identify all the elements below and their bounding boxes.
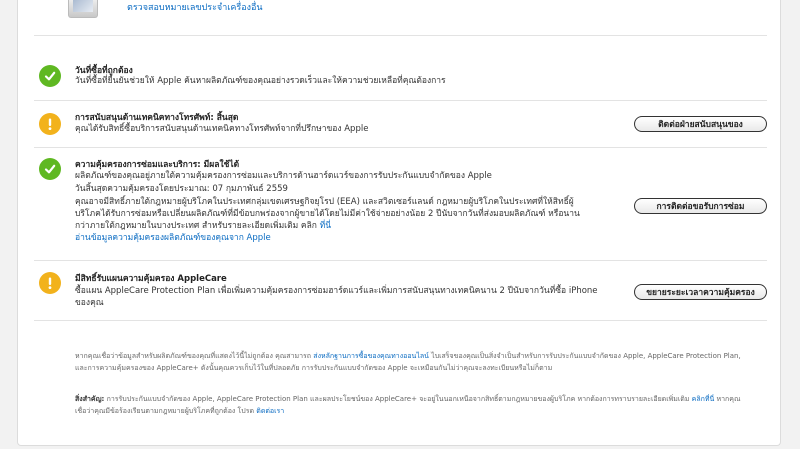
iphone-thumbnail <box>68 0 98 18</box>
proof-of-purchase-note <box>75 350 767 374</box>
divider <box>34 100 767 101</box>
check-icon <box>39 65 61 87</box>
coverage-info-line <box>75 232 627 244</box>
divider <box>34 260 767 261</box>
applecare-text <box>75 285 627 309</box>
consumer-law-line-text: กว่าภายใต้กฎหมายในบางประเทศ สำหรับรายละเอียดเพิ่มเติม คลิก <box>75 221 317 231</box>
coverage-end-date: วันสิ้นสุดความคุ้มครองโดยประมาณ: 07 กุมภาพันธ์ 2559 <box>75 184 288 194</box>
footnote-text: หากคุณเชื่อว่าข้อมูลสำหรับผลิตภัณฑ์ของคุณที่แสดงไว้นี้ไม่ถูกต้อง คุณสามารถ <box>75 352 312 360</box>
phone-support-text: คุณได้รับสิทธิ์ซื้อบริการสนับสนุนด้านเทคนิคทางโทรศัพท์จากที่ปรึกษาของ Apple <box>75 124 369 134</box>
repair-coverage-title: ความคุ้มครองการซ่อมและบริการ: มีผลใช้ได้ <box>75 160 240 170</box>
divider <box>34 35 767 36</box>
contact-support-button[interactable]: ติดต่อฝ่ายสนับสนุนของ <box>634 116 767 132</box>
footnote-text: หากคุณ <box>716 395 741 403</box>
important-note <box>75 393 767 417</box>
click-here-link[interactable]: คลิกที่นี่ <box>691 395 715 403</box>
consumer-law-line: บริโภคได้รับการซ่อมหรือเปลี่ยนผลิตภัณฑ์ที่มีข้อบกพร่องจากผู้ขายได้โดยไม่มีค่าใช้จ่ายอย่างน้อย 2 ปีนับจากวันที่ส่งมอบผลิตภัณฑ์ หรือนาน <box>75 209 580 219</box>
purchase-date-text: วันที่ซื้อที่ยืนยันช่วยให้ Apple ค้นหาผลิตภัณฑ์ของคุณอย่างรวดเร็วและให้ความช่วยเหลือที่คุณต้องการ <box>75 76 446 86</box>
exclamation-icon <box>39 113 61 135</box>
purchase-date-title: วันที่ซื้อที่ถูกต้อง <box>75 66 133 76</box>
extend-coverage-button[interactable]: ขยายระยะเวลาความคุ้มครอง <box>634 284 767 300</box>
phone-support-title: การสนับสนุนด้านเทคนิคทางโทรศัพท์: สิ้นสุด <box>75 113 239 123</box>
here-link[interactable]: ที่นี่ <box>319 221 332 231</box>
consumer-law-text <box>75 196 627 244</box>
footnote-line <box>75 350 767 362</box>
important-label: สิ่งสำคัญ: <box>75 395 105 403</box>
divider <box>34 147 767 148</box>
applecare-title: มีสิทธิ์รับแผนความคุ้มครอง AppleCare <box>75 274 227 284</box>
footnote-text: ไบเสร็จของคุณเป็นสิ่งจำเป็นสำหรับการรับประกันแบบจำกัดของ Apple, AppleCare Protection Plan, <box>431 352 741 360</box>
device-screen <box>73 0 93 12</box>
applecare-line: ซื้อแผน AppleCare Protection Plan เพื่อเพิ่มความคุ้มครองการซ่อมฮาร์ดแวร์และเพิ่มการสนับสนุนทางเทคนิคนาน 2 ปีนับจากวันที่ซื้อ iPhone <box>75 286 598 296</box>
divider <box>34 320 767 321</box>
exclamation-icon <box>39 272 61 294</box>
submit-proof-link[interactable]: ส่งหลักฐานการซื้อของคุณทางออนไลน์ <box>313 352 429 360</box>
request-repair-button[interactable]: การติดต่อขอรับการซ่อม <box>634 198 767 214</box>
consumer-law-line: คุณอาจมีสิทธิ์ภายใต้กฎหมายผู้บริโภคในประเทศกลุ่มเขตเศรษฐกิจยุโรป (EEA) และสวิตเซอร์แลนด์ กฎหมายผู้บริโภคในประเทศที่ให้สิทธิ์ผู้ <box>75 197 574 207</box>
check-another-serial-link[interactable]: ตรวจสอบหมายเลขประจำเครื่องอื่น <box>127 3 263 13</box>
footnote-text: เชื่อว่าคุณมีข้อร้องเรียนตามกฎหมายผู้บริโภคที่ถูกต้อง โปรด <box>75 407 255 415</box>
repair-coverage-line1: ผลิตภัณฑ์ของคุณอยู่ภายใต้ความคุ้มครองการซ่อมและบริการด้านฮาร์ดแวร์ของการรับประกันแบบจำกัดของ Apple <box>75 171 492 181</box>
footnote-line <box>75 405 767 417</box>
coverage-info-link[interactable]: อ่านข้อมูลความคุ้มครองผลิตภัณฑ์ของคุณจาก Apple <box>75 233 271 243</box>
contact-us-link[interactable]: ติดต่อเรา <box>256 407 285 415</box>
consumer-law-line <box>75 220 627 232</box>
footnote-text: การรับประกันแบบจำกัดของ Apple, AppleCare Protection Plan และผลประโยชน์ของ AppleCare+ จะอยู่ในนอกเหนือจากสิทธิ์ตามกฎหมายของผู้บริโภค หากต้องการทราบรายละเอียดเพิ่มเติม <box>106 395 690 403</box>
check-icon <box>39 158 61 180</box>
footnote-line <box>75 393 767 405</box>
footnote-line: และการความคุ้มครองของ AppleCare+ ดังนั้นคุณควรเก็บไว้ในที่ปลอดภัย การรับประกันแบบจำกัดของ Apple จะเหมือนกันไม่ว่าคุณจะลงทะเบียนหรือไม่ก็ตาม <box>75 364 553 372</box>
applecare-line: ของคุณ <box>75 298 104 308</box>
